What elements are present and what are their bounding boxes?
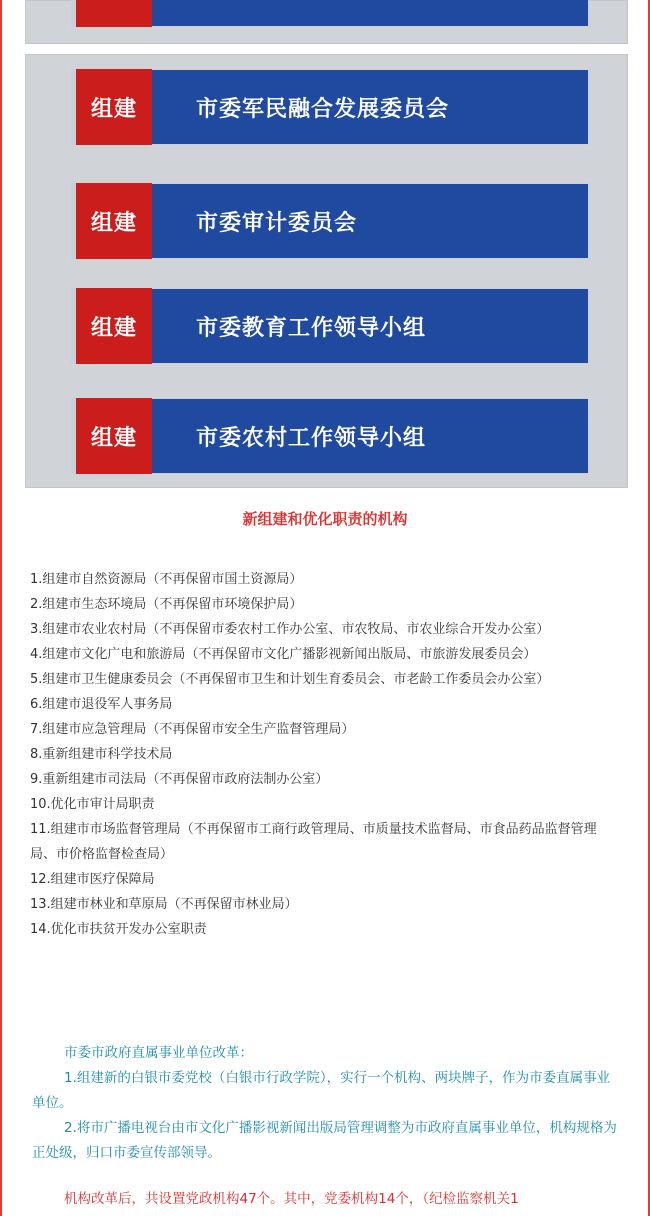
banner-education [71,288,589,364]
banner-panel [25,54,628,488]
section-title: 新组建和优化职责的机构 [242,510,408,528]
list-item: 13.组建市林业和草原局（不再保留市林业局） [30,897,298,912]
list-item: 7.组建市应急管理局（不再保留市安全生产监督管理局） [30,722,355,737]
list-item: 1.组建市自然资源局（不再保留市国土资源局） [30,572,303,587]
banner-title: 市委审计委员会 [196,210,358,236]
list-item: 10.优化市审计局职责 [30,797,155,812]
list-item: 11.组建市市场监督管理局（不再保留市工商行政管理局、市质量技术监督局、市食品药品监督管理局、市价格监督检查局） [30,822,597,862]
banner-military-civil [71,69,589,145]
list-item: 9.重新组建市司法局（不再保留市政府法制办公室） [30,772,329,787]
banner-panel-top [25,0,628,44]
banner-rural [71,398,589,474]
banner-tag: 组建 [76,398,152,474]
banner-audit [71,183,589,259]
summary-text: 机构改革后，共设置党政机构47个。其中，党委机构14个，（纪检监察机关1 [64,1191,519,1207]
list-item: 12.组建市医疗保障局 [30,872,155,887]
list-item: 2.组建市生态环境局（不再保留市环境保护局） [30,597,303,612]
banner-title: 市委农村工作领导小组 [196,425,427,451]
banner-tag: 组建 [76,69,152,145]
banner-tag: 组建 [76,183,152,259]
list-item: 4.组建市文化广电和旅游局（不再保留市文化广播影视新闻出版局、市旅游发展委员会） [30,647,537,662]
banner-tag [76,0,152,27]
institutions-heading: 市委市政府直属事业单位改革： [64,1045,253,1061]
banner-tag: 组建 [76,288,152,364]
institutions-paragraph-2: 2.将市广播电视台由市文化广播影视新闻出版局管理调整为市政府直属事业单位，机构规格为正处级，归口市委宣传部领导。 [32,1120,617,1161]
list-item: 8.重新组建市科学技术局 [30,747,173,762]
list-item: 6.组建市退役军人事务局 [30,697,173,712]
banner-partial [71,0,589,27]
banner-title: 市委军民融合发展委员会 [196,96,450,122]
list-item: 14.优化市扶贫开发办公室职责 [30,922,207,937]
institution-list [30,567,620,942]
list-item: 5.组建市卫生健康委员会（不再保留市卫生和计划生育委员会、市老龄工作委员会办公室） [30,672,550,687]
list-item: 3.组建市农业农村局（不再保留市委农村工作办公室、市农牧局、市农业综合开发办公室） [30,622,550,637]
banner-title: 市委教育工作领导小组 [196,315,427,341]
institutions-paragraph-1: 1.组建新的白银市委党校（白银市行政学院），实行一个机构、两块牌子，作为市委直属事业单位。 [32,1070,611,1111]
